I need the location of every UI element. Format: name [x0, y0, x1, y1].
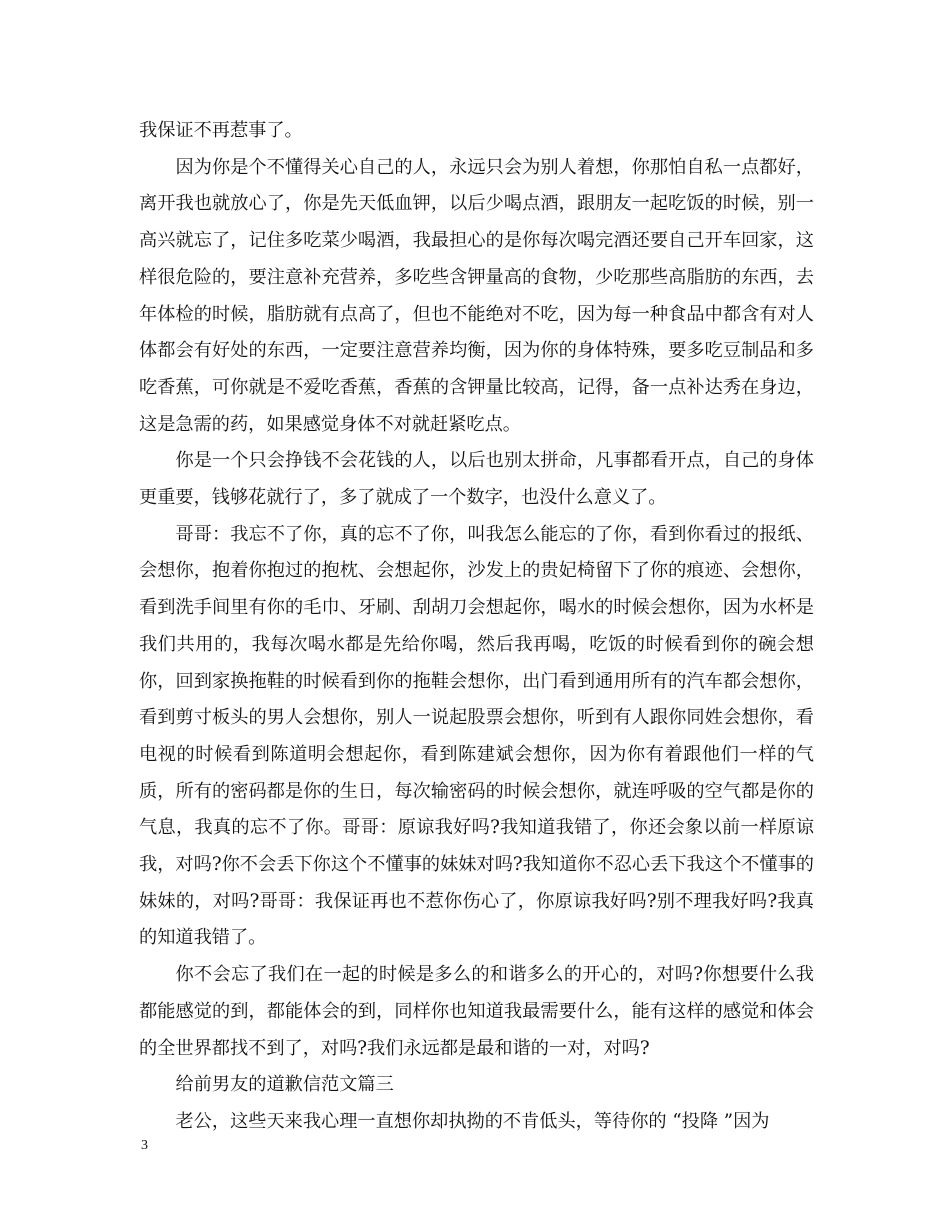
section-heading: 给前男友的道歉信范文篇三 — [175, 1074, 394, 1096]
page-number: 3 — [141, 1138, 148, 1153]
paragraph-health-advice: 因为你是个不懂得关心自己的人，永远只会为别人着想，你那怕自私一点都好，离开我也就放心了，你是先天低血钾，以后少喝点酒，跟朋友一起吃饭的时候，别一高兴就忘了，记住多吃菜少喝酒，我最担心的是你每次喝完酒还要自己开车回家，这样很危险的，要注意补充营养，多吃些含钾量高的食物，少吃那些高脂肪的东西，去年体检的时候，脂肪就有点高了，但也不能绝对不吃，因为每一种食品中都含有对人体都会有好处的东西，一定要注意营养均衡，因为你的身体特殊，要多吃豆制品和多吃香蕉，可你就是不爱吃香蕉，香蕉的含钾量比较高，记得，备一点补达秀在身边，这是急需的药，如果感觉身体不对就赶紧吃点。 — [139, 156, 814, 435]
document-body — [139, 113, 814, 1141]
paragraph-missing-you: 哥哥：我忘不了你，真的忘不了你，叫我怎么能忘的了你，看到你看过的报纸、会想你，抱着你抱过的抱枕、会想起你，沙发上的贵妃椅留下了你的痕迹、会想你，看到洗手间里有你的毛巾、牙刷、刮胡刀会想起你，喝水的时候会想你，因为水杯是我们共用的，我每次喝水都是先给你喝，然后我再喝，吃饭的时候看到你的碗会想你，回到家换拖鞋的时候看到你的拖鞋会想你，出门看到通用所有的汽车都会想你，看到剪寸板头的男人会想你，别人一说起股票会想你，听到有人跟你同姓会想你，看电视的时候看到陈道明会想起你，看到陈建斌会想你，因为你有着跟他们一样的气质，所有的密码都是你的生日，每次输密码的时候会想你，就连呼吸的空气都是你的气息，我真的忘不了你。哥哥：原谅我好吗?我知道我错了，你还会象以前一样原谅我，对吗?你不会丢下你这个不懂事的妹妹对吗?我知道你不忍心丢下我这个不懂事的妹妹的，对吗?哥哥：我保证再也不惹你伤心了，你原谅我好吗?别不理我好吗?我真的知道我错了。 — [139, 523, 814, 949]
paragraph-money: 你是一个只会挣钱不会花钱的人，以后也别太拼命，凡事都看开点，自己的身体更重要，钱够花就行了，多了就成了一个数字，也没什么意义了。 — [139, 450, 814, 509]
paragraph-section-three-start: 老公，这些天来我心理一直想你却执拗的不肯低头，等待你的 “投降 ”因为 — [175, 1110, 770, 1132]
paragraph-continuation: 我保证不再惹事了。 — [139, 120, 303, 141]
paragraph-harmony: 你不会忘了我们在一起的时候是多么的和谐多么的开心的，对吗?你想要什么我都能感觉的到，都能体会的到，同样你也知道我最需要什么，能有这样的感觉和体会的全世界都找不到了，对吗?我们永远都是最和谐的一对，对吗? — [139, 964, 814, 1059]
